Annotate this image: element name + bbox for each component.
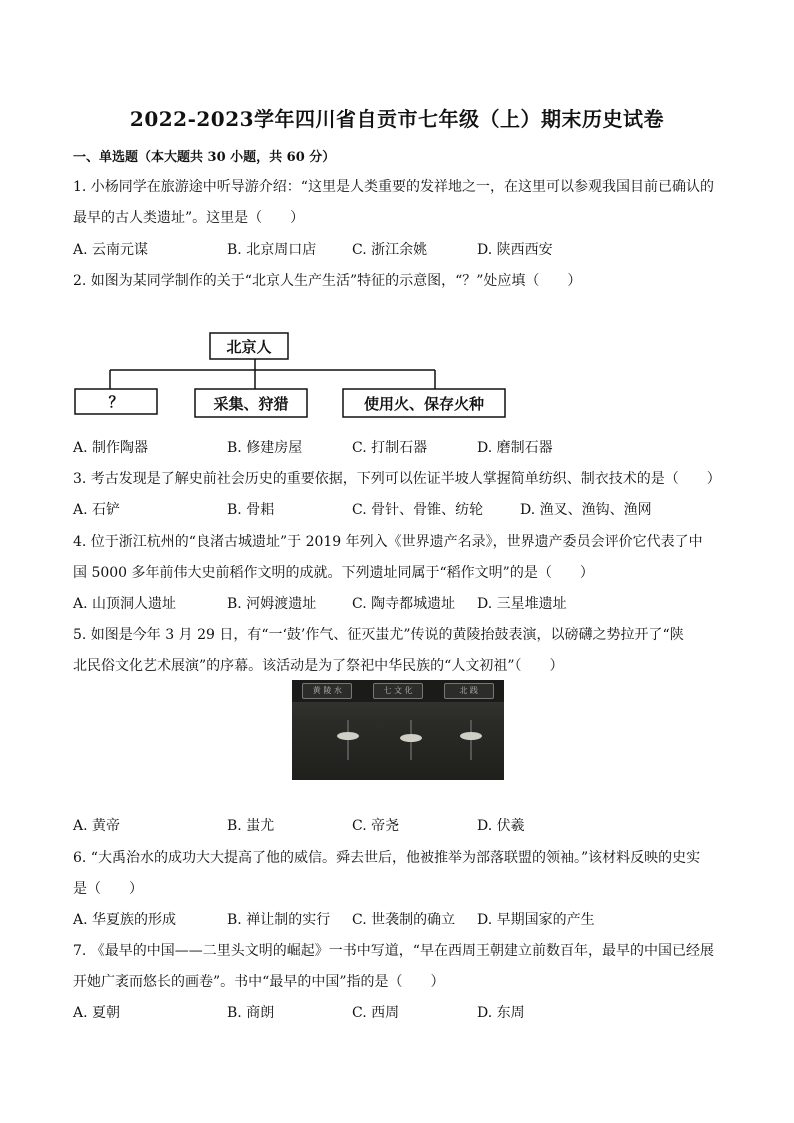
q4-option-d[interactable]: D. 三星堆遗址 xyxy=(477,596,567,612)
q1-option-a[interactable]: A. 云南元谋 xyxy=(73,242,149,258)
q1-option-c[interactable]: C. 浙江余姚 xyxy=(352,242,428,258)
q7-line-2: 开她广袤而悠长的画卷”。书中“最早的中国”指的是（ ） xyxy=(73,974,445,990)
q3-option-d[interactable]: D. 渔叉、渔钩、渔网 xyxy=(520,502,652,518)
photo-pole-1 xyxy=(347,720,349,760)
q1-line-2: 最早的古人类遗址”。这里是（ ） xyxy=(73,210,305,226)
q1-option-b[interactable]: B. 北京周口店 xyxy=(227,242,317,258)
q4-line-2: 国 5000 多年前伟大史前稻作文明的成就。下列遗址同属于“稻作文明”的是（ ） xyxy=(73,565,594,581)
q6-line-1: 6. “大禹治水的成功大大提高了他的威信。舜去世后，他被推举为部落联盟的领袖。”该材料反映的史实 xyxy=(73,850,701,866)
q6-option-a[interactable]: A. 华夏族的形成 xyxy=(73,912,177,928)
diagram-branch-question: ？ xyxy=(108,393,124,411)
q4-option-c[interactable]: C. 陶寺都城遗址 xyxy=(352,596,456,612)
q1-option-d[interactable]: D. 陕西西安 xyxy=(477,242,553,258)
q4-option-b[interactable]: B. 河姆渡遗址 xyxy=(227,596,317,612)
q6-option-d[interactable]: D. 早期国家的产生 xyxy=(477,912,595,928)
q7-option-c[interactable]: C. 西周 xyxy=(352,1005,400,1021)
q5-line-2: 北民俗文化艺术展演”的序幕。该活动是为了祭祀中华民族的“人文初祖”（ ） xyxy=(73,658,564,674)
diagram-root-label: 北京人 xyxy=(226,338,272,356)
q5-line-1: 5. 如图是今年 3 月 29 日，有“一‘鼓’作气、征灭蚩尤”传说的黄陵抬鼓表演，以磅礴之势拉开了“陕 xyxy=(73,627,684,643)
q2-option-a[interactable]: A. 制作陶器 xyxy=(73,440,149,456)
photo-banner xyxy=(292,680,504,702)
q5-option-d[interactable]: D. 伏羲 xyxy=(477,818,525,834)
q7-option-d[interactable]: D. 东周 xyxy=(477,1005,525,1021)
q5-option-a[interactable]: A. 黄帝 xyxy=(73,818,121,834)
q2-option-d[interactable]: D. 磨制石器 xyxy=(477,440,553,456)
exam-title: 2022-2023学年四川省自贡市七年级（上）期末历史试卷 xyxy=(129,107,665,131)
q7-option-a[interactable]: A. 夏朝 xyxy=(73,1005,121,1021)
q2-option-b[interactable]: B. 修建房屋 xyxy=(227,440,303,456)
q6-line-2: 是（ ） xyxy=(73,881,143,897)
q2-option-c[interactable]: C. 打制石器 xyxy=(352,440,428,456)
photo-banner-plate-3: 北 践 xyxy=(444,683,494,699)
photo-drum-1 xyxy=(337,732,359,740)
photo-banner-plate-2: 七 文 化 xyxy=(373,683,423,699)
q3-line-1: 3. 考古发现是了解史前社会历史的重要依据，下列可以佐证半坡人掌握简单纺织、制衣技术的是（ ） xyxy=(73,471,721,487)
diagram-branch-gathering: 采集、狩猎 xyxy=(213,395,289,413)
q6-option-c[interactable]: C. 世袭制的确立 xyxy=(352,912,456,928)
section-heading: 一、单选题（本大题共 30 小题，共 60 分） xyxy=(73,150,336,165)
q2-line-1: 2. 如图为某同学制作的关于“北京人生产生活”特征的示意图，“？”处应填（ ） xyxy=(73,273,582,289)
drum-performance-photo xyxy=(292,680,504,780)
q7-option-b[interactable]: B. 商朗 xyxy=(227,1005,275,1021)
photo-drum-3 xyxy=(460,732,482,740)
q6-option-b[interactable]: B. 禅让制的实行 xyxy=(227,912,331,928)
q3-option-b[interactable]: B. 骨耜 xyxy=(227,502,275,518)
q3-option-c[interactable]: C. 骨针、骨锥、纺轮 xyxy=(352,502,484,518)
photo-banner-plate-1: 黄 陵 水 xyxy=(302,683,352,699)
photo-drum-2 xyxy=(400,734,422,742)
q3-option-a[interactable]: A. 石铲 xyxy=(73,502,121,518)
q7-line-1: 7. 《最早的中国——二里头文明的崛起》一书中写道，“早在西周王朝建立前数百年，最早的中国已经展 xyxy=(73,943,714,959)
photo-pole-3 xyxy=(470,720,472,760)
q1-line-1: 1. 小杨同学在旅游途中听导游介绍：“这里是人类重要的发祥地之一，在这里可以参观我国目前已确认的 xyxy=(73,179,714,195)
q5-option-b[interactable]: B. 蚩尤 xyxy=(227,818,275,834)
q5-option-c[interactable]: C. 帝尧 xyxy=(352,818,400,834)
beijing-man-diagram xyxy=(70,325,510,425)
q4-option-a[interactable]: A. 山顶洞人遗址 xyxy=(73,596,177,612)
q4-line-1: 4. 位于浙江杭州的“良渚古城遗址”于 2019 年列入《世界遗产名录》，世界遗产委员会评价它代表了中 xyxy=(73,534,703,550)
diagram-branch-fire: 使用火、保存火种 xyxy=(363,395,485,413)
